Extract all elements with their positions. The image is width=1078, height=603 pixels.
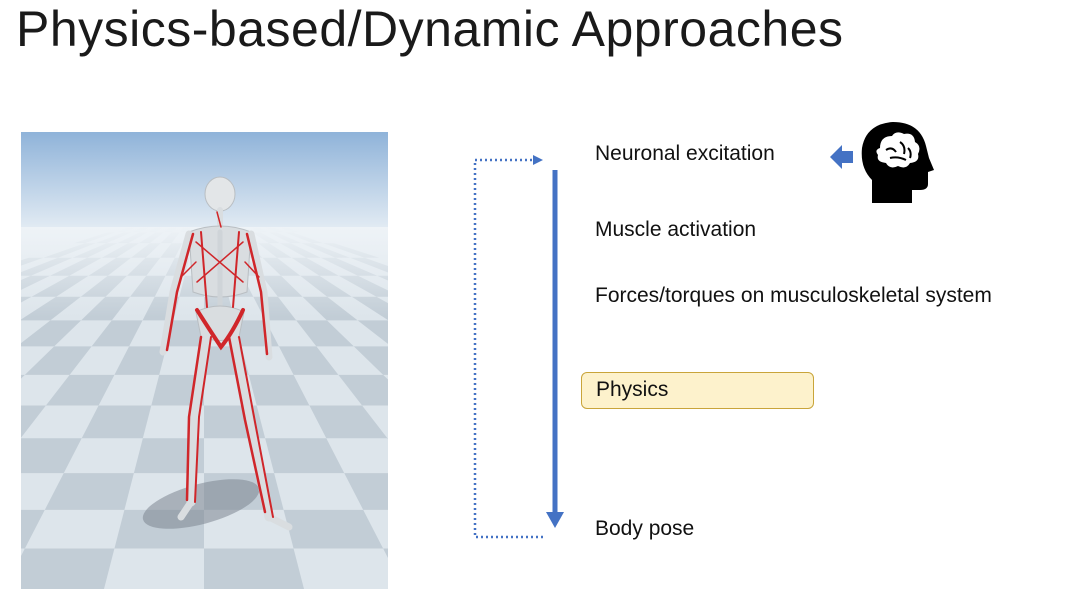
step-body-pose: Body pose (595, 517, 695, 540)
main-flow-arrowhead (546, 512, 564, 528)
step-neuronal-excitation: Neuronal excitation (595, 142, 775, 165)
brain-head-icon (862, 122, 934, 203)
step-forces-torques: Forces/torques on musculoskeletal system (595, 284, 992, 307)
step-muscle-activation: Muscle activation (595, 218, 757, 241)
feedback-loop-arrow (475, 160, 543, 537)
left-arrow-icon (830, 145, 853, 169)
step-physics: Physics (596, 378, 669, 401)
slide-title: Physics-based/Dynamic Approaches (16, 1, 844, 57)
feedback-arrowhead (533, 155, 543, 165)
